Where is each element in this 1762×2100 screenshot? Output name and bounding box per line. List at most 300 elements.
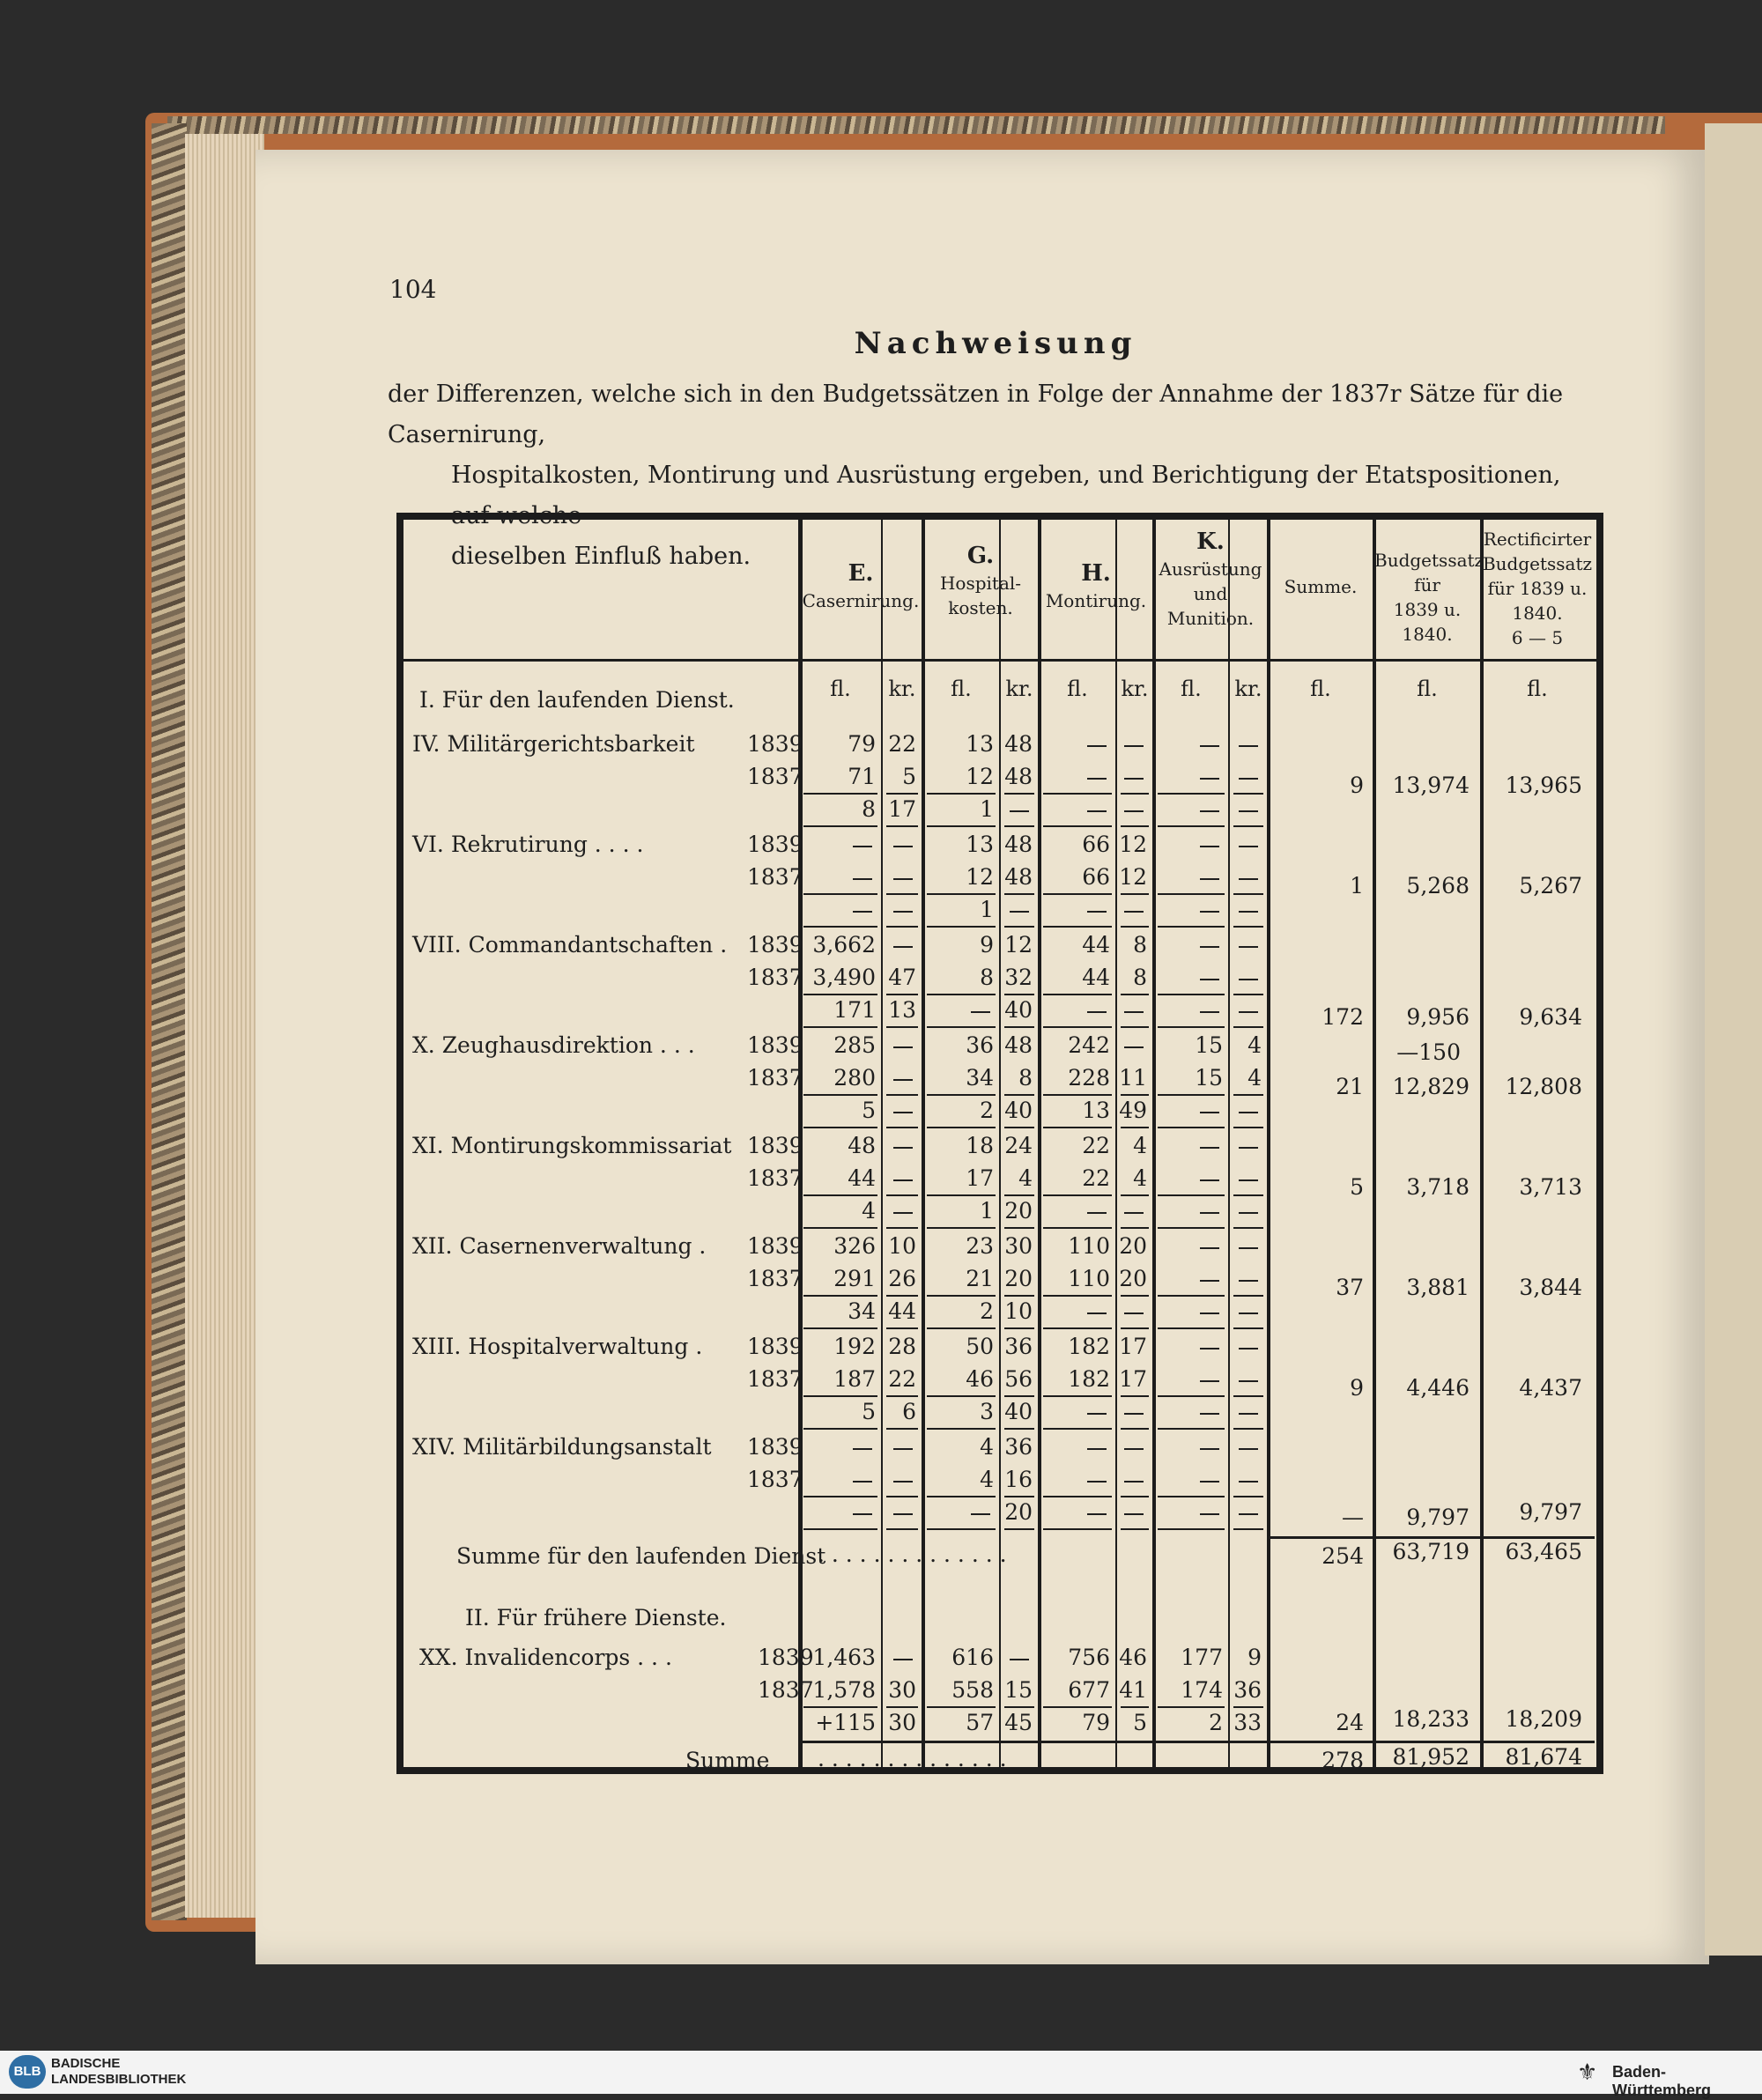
cell-dash	[1124, 745, 1144, 747]
cell-rule	[927, 1327, 996, 1329]
column-rule	[1373, 520, 1376, 1771]
cell-value: 6	[902, 1399, 916, 1424]
cell-value: 192	[833, 1334, 876, 1359]
cell-value: 291	[833, 1266, 876, 1291]
total-budget: 81,952	[1392, 1744, 1470, 1770]
cell-value: 2	[980, 1298, 994, 1324]
cell-value: 32	[1004, 965, 1033, 990]
header-rect	[1482, 527, 1593, 650]
cell-dash	[1200, 778, 1219, 780]
row-year: 1837	[747, 1266, 803, 1291]
cell-rule	[1233, 893, 1263, 895]
cell-value: 9	[1247, 1645, 1262, 1670]
cell-value: 44	[1082, 932, 1110, 958]
cell-rule	[927, 1496, 996, 1497]
cell-dash	[893, 1212, 913, 1214]
cell-value: 40	[1004, 997, 1033, 1023]
cell-dash	[1124, 1212, 1144, 1214]
cell-rule	[886, 1194, 918, 1196]
subtitle-line: der Differenzen, welche sich in den Budgetssätzen in Folge der Annahme der 1837r Sätze für die Casernirung,	[388, 381, 1564, 448]
cell-rule	[1043, 1395, 1112, 1397]
budget-value: 12,829	[1392, 1074, 1470, 1099]
cell-rule	[803, 1428, 877, 1430]
cell-rule	[927, 793, 996, 795]
cell-rule	[1043, 893, 1112, 895]
cell-rule	[1004, 825, 1034, 827]
cell-value: 10	[1004, 1298, 1033, 1324]
cell-rule	[886, 1428, 918, 1430]
cell-rule	[803, 926, 877, 928]
cell-dash	[1200, 1280, 1219, 1282]
rect-value: 12,808	[1505, 1074, 1582, 1099]
summe-value: 9	[1350, 773, 1364, 798]
cell-value: 22	[1082, 1165, 1110, 1191]
cell-dash	[893, 1659, 913, 1660]
column-letter: H.	[1081, 560, 1111, 587]
cell-rule	[886, 1706, 918, 1708]
cell-dash	[853, 846, 872, 847]
column-title: Ausrüstung und Munition.	[1159, 558, 1262, 629]
cell-rule	[1043, 1428, 1112, 1430]
cell-rule	[1233, 1295, 1263, 1297]
page-title: Nachweisung	[854, 326, 1137, 361]
cell-value: 1	[980, 1198, 994, 1224]
summe-value: —	[1342, 1505, 1364, 1530]
cell-value: 12	[1119, 864, 1147, 890]
column-letter: E.	[848, 560, 874, 587]
budget-value: 18,233	[1392, 1706, 1470, 1732]
cell-dash	[1124, 1413, 1144, 1415]
cell-dash	[971, 1513, 990, 1515]
cell-dash	[893, 878, 913, 880]
cell-dash	[893, 1481, 913, 1483]
cell-value: +115	[815, 1710, 876, 1735]
cell-rule	[1043, 1094, 1112, 1096]
cell-value: 26	[888, 1266, 916, 1291]
cell-rule	[1121, 825, 1149, 827]
cell-dash	[1200, 745, 1219, 747]
cell-value: 48	[1004, 832, 1033, 857]
cell-rule	[1233, 1194, 1263, 1196]
cell-rule	[803, 1194, 877, 1196]
cell-dash	[1200, 846, 1219, 847]
cell-dash	[1239, 1380, 1258, 1382]
data-table	[396, 513, 1603, 1774]
cell-dash	[1200, 1247, 1219, 1249]
cell-value: 1,463	[812, 1645, 876, 1670]
header-k	[1154, 527, 1267, 631]
column-title: Rectificirter Budgetssatz für 1839 u. 1840. 6 — 5	[1482, 529, 1593, 648]
cell-rule	[1158, 926, 1225, 928]
row-label: XIII. Hospitalverwaltung .	[412, 1334, 703, 1359]
cell-rule	[803, 893, 877, 895]
cell-rule	[1043, 1496, 1112, 1497]
cell-value: 18	[966, 1133, 994, 1158]
cell-value: 36	[1004, 1334, 1033, 1359]
row-year: 1839	[747, 932, 803, 958]
cell-value: 79	[1082, 1710, 1110, 1735]
cell-rule	[927, 1528, 996, 1530]
budget-correction: —150	[1396, 1039, 1461, 1065]
row-year: 1837	[747, 965, 803, 990]
cell-rule	[1121, 994, 1149, 995]
column-title: Budgetssatz für 1839 u. 1840.	[1374, 550, 1484, 645]
cell-value: 177	[1181, 1645, 1223, 1670]
cell-value: 24	[1004, 1133, 1033, 1158]
cell-dash	[853, 878, 872, 880]
cell-value: 17	[1119, 1366, 1147, 1392]
cell-rule	[1233, 825, 1263, 827]
cell-dash	[1200, 1312, 1219, 1314]
section-heading: I. Für den laufenden Dienst.	[419, 687, 735, 713]
row-year: 1837	[747, 1467, 803, 1492]
cell-dash	[1087, 1011, 1107, 1013]
cell-dash	[893, 1046, 913, 1048]
rect-value: 9,634	[1519, 1004, 1582, 1030]
cell-value: 558	[951, 1677, 994, 1703]
cell-rule	[803, 793, 877, 795]
cell-rule	[886, 1295, 918, 1297]
cell-value: 48	[1004, 731, 1033, 757]
dot-leader: . . . . . . . . . . . . . .	[818, 1746, 1007, 1771]
cell-value: 28	[888, 1334, 916, 1359]
cell-rule	[927, 1295, 996, 1297]
cell-value: 20	[1119, 1233, 1147, 1259]
cell-rule	[1043, 1706, 1112, 1708]
cell-dash	[1239, 911, 1258, 913]
cell-value: 57	[966, 1710, 994, 1735]
cell-rule	[1158, 1327, 1225, 1329]
cell-value: 16	[1004, 1467, 1033, 1492]
column-title: Casernirung.	[802, 590, 920, 611]
row-label: XIV. Militärbildungsanstalt	[412, 1434, 712, 1460]
cell-rule	[1158, 1295, 1225, 1297]
cell-rule	[886, 1395, 918, 1397]
cell-dash	[1200, 979, 1219, 980]
cell-value: 13	[966, 731, 994, 757]
cell-dash	[1200, 1212, 1219, 1214]
cell-rule	[1043, 926, 1112, 928]
cell-rule	[1121, 1127, 1149, 1128]
blb-logo-icon[interactable]: BLB	[9, 2055, 46, 2089]
cell-dash	[1124, 1513, 1144, 1515]
cell-dash	[893, 1079, 913, 1081]
cell-value: 3,490	[812, 965, 876, 990]
cell-rule	[1121, 1428, 1149, 1430]
cell-value: 41	[1119, 1677, 1147, 1703]
library-name[interactable]: BADISCHE LANDESBIBLIOTHEK	[51, 2056, 187, 2087]
cell-rule	[1233, 1327, 1263, 1329]
row-label: XII. Casernenverwaltung .	[412, 1233, 707, 1259]
summe-value: 9	[1350, 1375, 1364, 1401]
cell-value: 2	[1209, 1710, 1223, 1735]
cell-value: 48	[1004, 864, 1033, 890]
cell-rule	[1121, 1496, 1149, 1497]
cell-dash	[1124, 1046, 1144, 1048]
cell-value: 15	[1004, 1677, 1033, 1703]
cell-rule	[803, 1327, 877, 1329]
cell-value: 4	[1247, 1032, 1262, 1058]
cell-value: 8	[1133, 932, 1147, 958]
cell-dash	[1239, 1011, 1258, 1013]
cell-value: 171	[833, 997, 876, 1023]
row-year: 1839	[747, 1032, 803, 1058]
cell-value: 174	[1181, 1677, 1223, 1703]
column-title: Hospital- kosten.	[939, 573, 1022, 618]
unit-label: kr.	[888, 677, 916, 701]
sum-budget: 63,719	[1392, 1539, 1470, 1564]
cell-value: 756	[1068, 1645, 1110, 1670]
cell-value: 46	[966, 1366, 994, 1392]
total-summe: 278	[1322, 1748, 1364, 1773]
cell-dash	[1239, 745, 1258, 747]
cell-value: 48	[1004, 764, 1033, 789]
cell-rule	[1158, 1194, 1225, 1196]
cell-dash	[1087, 1481, 1107, 1483]
cell-rule	[803, 1706, 877, 1708]
cell-rule	[886, 1496, 918, 1497]
cell-dash	[853, 1481, 872, 1483]
cell-value: 36	[1233, 1677, 1262, 1703]
page-number: 104	[389, 275, 437, 304]
header-g	[923, 541, 1038, 620]
cell-rule	[1233, 1026, 1263, 1028]
cell-rule	[803, 994, 877, 995]
cell-value: 5	[862, 1098, 876, 1123]
cell-value: 285	[833, 1032, 876, 1058]
cell-dash	[853, 911, 872, 913]
cell-value: 47	[888, 965, 916, 990]
cell-dash	[1200, 1513, 1219, 1515]
cell-value: 44	[1082, 965, 1110, 990]
cell-dash	[1239, 946, 1258, 948]
cell-rule	[1158, 1706, 1225, 1708]
cell-dash	[853, 1513, 872, 1515]
row-year: 1839	[758, 1645, 814, 1670]
cell-dash	[893, 911, 913, 913]
cell-dash	[1200, 946, 1219, 948]
row-year: 1839	[747, 1133, 803, 1158]
cell-dash	[1239, 1247, 1258, 1249]
cell-rule	[1233, 1227, 1263, 1229]
cell-rule	[1004, 1706, 1034, 1708]
cell-dash	[1087, 1413, 1107, 1415]
cell-rule	[1121, 1295, 1149, 1297]
cell-rule	[1158, 893, 1225, 895]
cell-rule	[1004, 1295, 1034, 1297]
cell-rule	[927, 1094, 996, 1096]
budget-value: 3,718	[1406, 1174, 1470, 1200]
cell-rule	[1004, 926, 1034, 928]
cell-dash	[1239, 1481, 1258, 1483]
cell-value: 5	[862, 1399, 876, 1424]
cell-rule	[1158, 1026, 1225, 1028]
unit-label: fl.	[1181, 677, 1202, 701]
cell-value: 110	[1068, 1266, 1110, 1291]
subtitle-line: dieselben Einfluß haben.	[451, 543, 751, 570]
cell-value: 12	[1119, 832, 1147, 857]
cell-rule	[803, 1395, 877, 1397]
rect-value: 9,797	[1519, 1499, 1582, 1525]
marbled-edge-left	[152, 123, 187, 1920]
cell-rule	[886, 1227, 918, 1229]
sum-summe: 254	[1322, 1543, 1364, 1569]
cell-dash	[1200, 1380, 1219, 1382]
cell-value: 4	[1018, 1165, 1033, 1191]
cell-rule	[1004, 793, 1034, 795]
unit-label: fl.	[1527, 677, 1548, 701]
cell-value: 9	[980, 932, 994, 958]
column-rule	[881, 520, 883, 1771]
budget-value: 5,268	[1406, 873, 1470, 898]
unit-label: kr.	[1121, 677, 1149, 701]
marbled-edge-top	[167, 116, 1665, 134]
total-rule	[800, 1741, 1595, 1743]
cell-dash	[893, 846, 913, 847]
cell-dash	[1239, 1280, 1258, 1282]
cell-value: 677	[1068, 1677, 1110, 1703]
cell-value: 20	[1119, 1266, 1147, 1291]
cell-rule	[1043, 1327, 1112, 1329]
unit-label: fl.	[1067, 677, 1088, 701]
cell-rule	[886, 926, 918, 928]
cell-rule	[1004, 1227, 1034, 1229]
cell-rule	[1233, 1127, 1263, 1128]
cell-rule	[1004, 1127, 1034, 1128]
cell-value: 46	[1119, 1645, 1147, 1670]
cell-rule	[803, 1227, 877, 1229]
budget-value: 4,446	[1406, 1375, 1470, 1401]
cell-rule	[1043, 793, 1112, 795]
cell-rule	[927, 893, 996, 895]
column-title: Summe.	[1284, 576, 1358, 597]
cell-rule	[1158, 1094, 1225, 1096]
cell-rule	[1004, 994, 1034, 995]
cell-dash	[1087, 1312, 1107, 1314]
rect-value: 5,267	[1519, 873, 1582, 898]
cell-value: 40	[1004, 1399, 1033, 1424]
cell-value: 12	[966, 764, 994, 789]
cell-value: 44	[888, 1298, 916, 1324]
cell-value: 4	[980, 1434, 994, 1460]
summe-value: 24	[1336, 1710, 1364, 1735]
header-budget	[1374, 548, 1484, 647]
cell-rule	[927, 1194, 996, 1196]
row-label: XI. Montirungskommissariat	[412, 1133, 732, 1158]
cell-value: 13	[966, 832, 994, 857]
cell-rule	[1004, 1496, 1034, 1497]
sum-rect: 63,465	[1505, 1539, 1582, 1564]
cell-value: 22	[888, 731, 916, 757]
row-label: IV. Militärgerichtsbarkeit	[412, 731, 695, 757]
cell-value: 4	[1247, 1065, 1262, 1091]
summe-value: 21	[1336, 1074, 1364, 1099]
row-label: VIII. Commandantschaften .	[412, 932, 728, 958]
cell-value: 4	[980, 1467, 994, 1492]
cell-rule	[1158, 1428, 1225, 1430]
cell-rule	[1158, 793, 1225, 795]
cell-value: 2	[980, 1098, 994, 1123]
unit-label: fl.	[830, 677, 851, 701]
dot-leader: . . . . . . . . . . . . . .	[818, 1542, 1007, 1567]
row-year: 1837	[747, 1065, 803, 1091]
cell-value: 17	[1119, 1334, 1147, 1359]
cell-dash	[1124, 1011, 1144, 1013]
cell-value: 8	[862, 796, 876, 822]
row-year: 1839	[747, 1233, 803, 1259]
cell-value: 5	[1133, 1710, 1147, 1735]
cell-dash	[1239, 1212, 1258, 1214]
cell-dash	[1239, 979, 1258, 980]
cell-value: 13	[888, 997, 916, 1023]
cell-rule	[1158, 1496, 1225, 1497]
cell-value: 71	[848, 764, 876, 789]
cell-dash	[1200, 810, 1219, 812]
column-title: Montirung.	[1045, 590, 1147, 611]
cell-rule	[1121, 893, 1149, 895]
cell-rule	[927, 825, 996, 827]
cell-value: 17	[888, 796, 916, 822]
cell-rule	[1121, 1706, 1149, 1708]
column-rule	[1228, 520, 1230, 1771]
cell-value: 8	[1133, 965, 1147, 990]
column-rule	[1115, 520, 1117, 1771]
header-rule	[403, 659, 1598, 662]
row-year: 1839	[747, 1434, 803, 1460]
rect-value: 18,209	[1505, 1706, 1582, 1732]
cell-dash	[1200, 1147, 1219, 1149]
budget-value: 3,881	[1406, 1275, 1470, 1300]
cell-dash	[1124, 810, 1144, 812]
state-name[interactable]: Baden-Württemberg	[1612, 2063, 1711, 2099]
cell-rule	[1043, 1026, 1112, 1028]
cell-value: 79	[848, 731, 876, 757]
cell-value: 66	[1082, 864, 1110, 890]
cell-dash	[1124, 1312, 1144, 1314]
cell-dash	[1239, 1147, 1258, 1149]
cell-dash	[1200, 1448, 1219, 1450]
unit-label: kr.	[1005, 677, 1033, 701]
cell-dash	[1239, 1413, 1258, 1415]
page-stack	[185, 134, 264, 1918]
cell-value: 36	[966, 1032, 994, 1058]
cell-value: 11	[1119, 1065, 1147, 1091]
cell-rule	[803, 1496, 877, 1497]
cell-value: 12	[966, 864, 994, 890]
cell-dash	[1239, 1448, 1258, 1450]
cell-value: 182	[1068, 1334, 1110, 1359]
cell-rule	[886, 1528, 918, 1530]
cell-value: 8	[980, 965, 994, 990]
cell-value: 23	[966, 1233, 994, 1259]
cell-rule	[1233, 1496, 1263, 1497]
cell-rule	[927, 1706, 996, 1708]
summe-value: 1	[1350, 873, 1364, 898]
rect-value: 4,437	[1519, 1375, 1582, 1401]
cell-dash	[1239, 1179, 1258, 1181]
cell-rule	[886, 994, 918, 995]
cell-rule	[886, 1094, 918, 1096]
cell-value: 66	[1082, 832, 1110, 857]
cell-rule	[1233, 994, 1263, 995]
cell-rule	[886, 893, 918, 895]
cell-rule	[1233, 1428, 1263, 1430]
cell-rule	[927, 1127, 996, 1128]
cell-rule	[1004, 1194, 1034, 1196]
budget-value: 9,956	[1406, 1004, 1470, 1030]
cell-dash	[1124, 1481, 1144, 1483]
cell-value: 49	[1119, 1098, 1147, 1123]
